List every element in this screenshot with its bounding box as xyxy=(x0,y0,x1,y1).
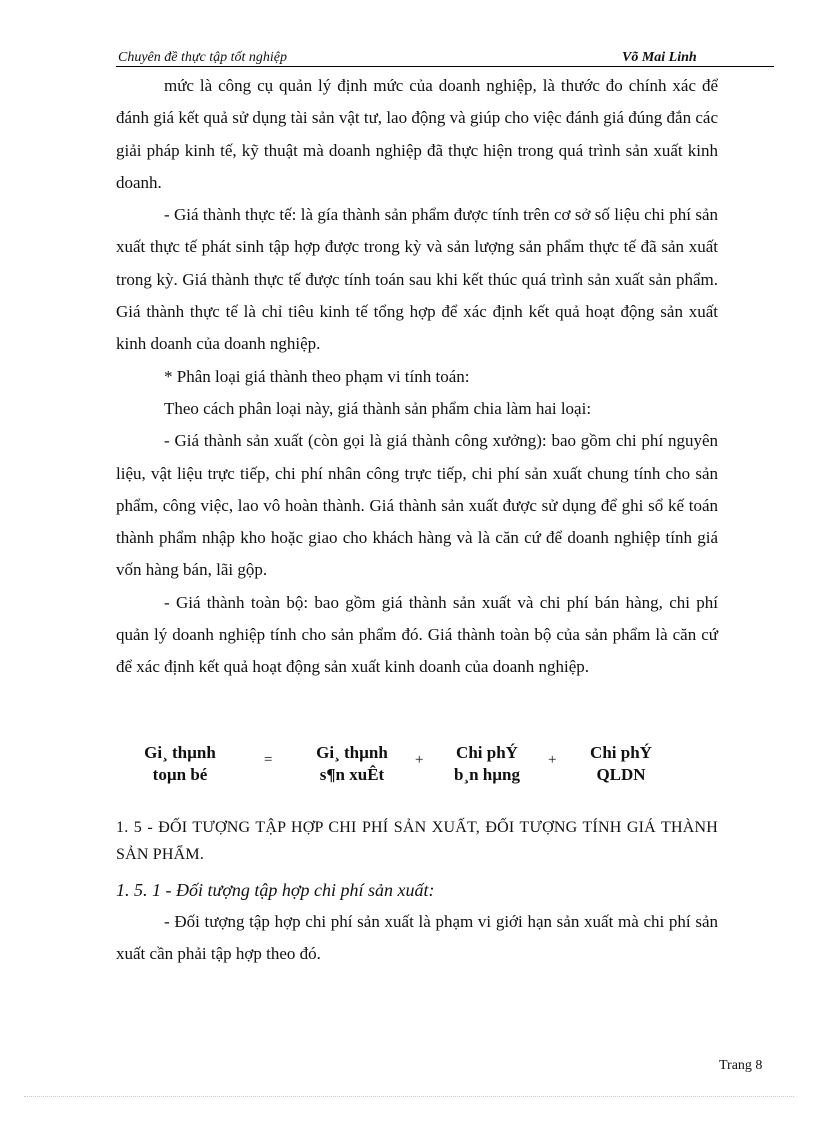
paragraph: - Giá thành thực tế: là gía thành sản phẩm được tính trên cơ sở số liệu chi phí sản xuất thực tế phát sinh tập hợp được trong kỳ và sản lượng sản phẩm thực tế đã sản xuất trong kỳ. Giá thành thực tế được tính toán sau khi kết thúc quá trình sản xuất sản phẩm. Giá thành thực tế là chỉ tiêu kinh tế tổng hợp để xác định kết quả hoạt động sản xuất kinh doanh của doanh nghiệp. xyxy=(116,205,718,354)
paragraph: Theo cách phân loại này, giá thành sản phẩm chia làm hai loại: xyxy=(164,398,592,418)
page-number: Trang 8 xyxy=(719,1058,763,1073)
formula-plus: + xyxy=(548,752,557,768)
page-boundary-divider xyxy=(24,1096,794,1097)
body-text-2 xyxy=(116,906,718,971)
formula-term-line: b¸n hµng xyxy=(453,765,521,784)
formula-plus: + xyxy=(415,752,424,768)
formula-term-total-cost xyxy=(130,742,230,786)
formula-term-line: Chi phÝ xyxy=(456,743,518,762)
formula-term-line: Gi¸ thµnh xyxy=(316,743,388,762)
formula-equals: = xyxy=(264,752,273,768)
formula-term-line: QLDN xyxy=(596,765,646,784)
formula-term-line: toµn bé xyxy=(152,765,208,784)
formula-term-selling-cost xyxy=(442,742,532,786)
paragraph: - Giá thành sản xuất (còn gọi là giá thành công xưởng): bao gồm chi phí nguyên liệu, vật liệu trực tiếp, chi phí nhân công trực tiếp, chi phí sản xuất chung tính cho sản phẩm, công việc, lao vô hoàn thành. Giá thành sản xuất được sử dụng để ghi sổ kế toán thành phẩm nhập kho hoặc giao cho khách hàng và là căn cứ để doanh nghiệp tính giá vốn hàng bán, lãi gộp. xyxy=(116,431,718,580)
formula-term-line: s¶n xuÊt xyxy=(319,765,385,784)
cost-formula xyxy=(130,742,690,790)
section-heading: 1. 5 - ĐỐI TƯỢNG TẬP HỢP CHI PHÍ SẢN XUẤT, ĐỐI TƯỢNG TÍNH GIÁ THÀNH SẢN PHẨM. xyxy=(116,819,718,863)
formula-term-production-cost xyxy=(302,742,402,786)
header-author: Võ Mai Linh xyxy=(622,50,697,65)
formula-term-admin-cost xyxy=(576,742,666,786)
page-header xyxy=(116,50,774,67)
subsection-heading: 1. 5. 1 - Đối tượng tập hợp chi phí sản xuất: xyxy=(116,880,435,900)
paragraph: mức là công cụ quản lý định mức của doanh nghiệp, là thước đo chính xác để đánh giá kết quả sử dụng tài sản vật tư, lao động và giúp cho việc đánh giá đúng đắn các giải pháp kinh tế, kỹ thuật mà doanh nghiệp đã thực hiện trong quá trình sản xuất kinh doanh. xyxy=(116,76,718,192)
formula-term-line: Gi¸ thµnh xyxy=(144,743,216,762)
paragraph: * Phân loại giá thành theo phạm vi tính toán: xyxy=(164,366,470,386)
paragraph: - Giá thành toàn bộ: bao gồm giá thành sản xuất và chi phí bán hàng, chi phí quản lý doanh nghiệp tính cho sản phẩm đó. Giá thành toàn bộ của sản phẩm là căn cứ để xác định kết quả hoạt động sản xuất kinh doanh của doanh nghiệp. xyxy=(116,592,718,677)
formula-term-line: Chi phÝ xyxy=(590,743,652,762)
paragraph: - Đối tượng tập hợp chi phí sản xuất là phạm vi giới hạn sản xuất mà chi phí sản xuất cần phải tập hợp theo đó. xyxy=(116,912,718,964)
body-text xyxy=(116,70,718,684)
header-title: Chuyên đề thực tập tốt nghiệp xyxy=(118,50,287,65)
